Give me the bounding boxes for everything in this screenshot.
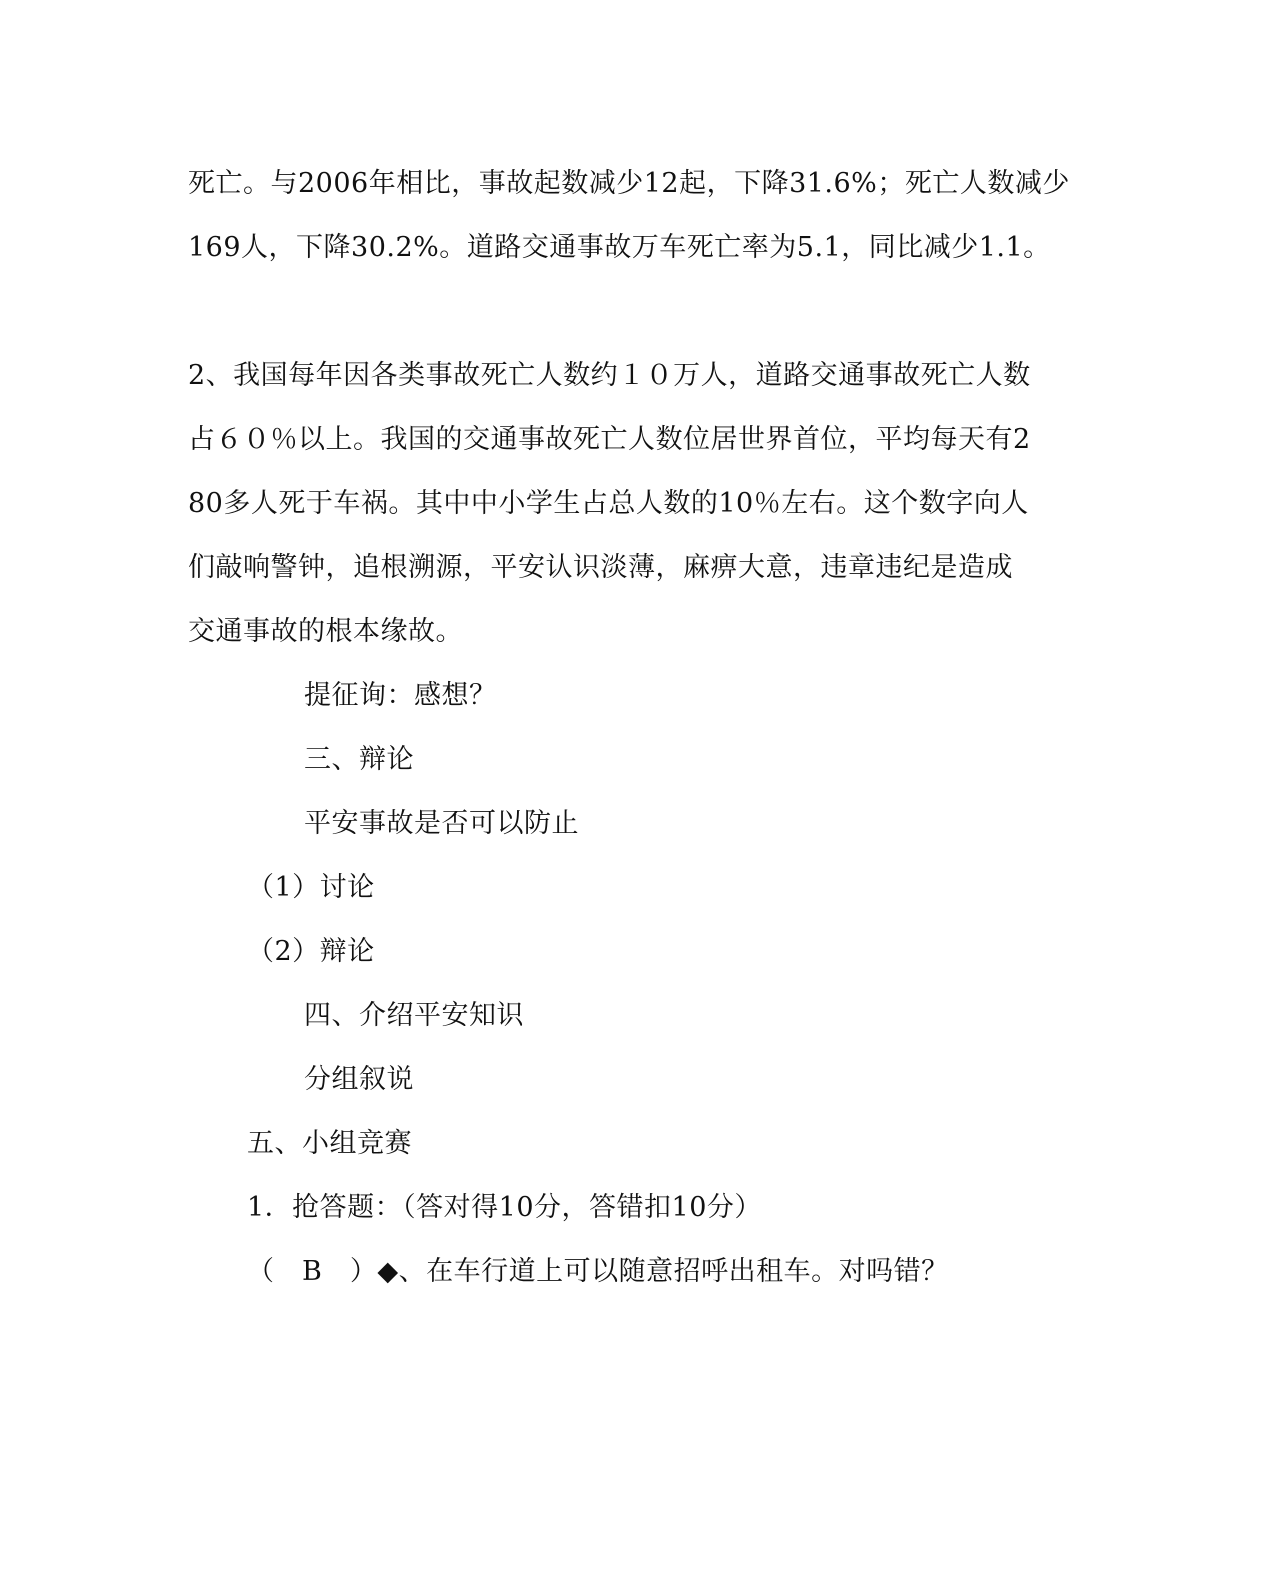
- list-item: （2）辩论: [247, 936, 375, 967]
- paragraph-line: 80多人死于车祸。其中中小学生占总人数的10％左右。这个数字向人: [188, 488, 1029, 519]
- topic-line: 平安事故是否可以防止: [304, 808, 579, 839]
- section-heading: 三、辩论: [304, 744, 414, 775]
- paragraph-line: 2、我国每年因各类事故死亡人数约１０万人，道路交通事故死亡人数: [188, 360, 1031, 391]
- section-heading: 四、介绍平安知识: [304, 1000, 524, 1031]
- paragraph-line: 们敲响警钟，追根溯源，平安认识淡薄，麻痹大意，违章违纪是造成: [188, 552, 1013, 583]
- rule-line: 1．抢答题：（答对得10分，答错扣10分）: [247, 1192, 762, 1223]
- question-line: 提征询：感想？: [304, 680, 497, 711]
- paragraph-line: 169人，下降30.2%。道路交通事故万车死亡率为5.1，同比减少1.1。: [188, 232, 1051, 263]
- section-heading: 五、小组竞赛: [247, 1128, 412, 1159]
- paragraph-line: 死亡。与2006年相比，事故起数减少12起，下降31.6%；死亡人数减少: [188, 168, 1070, 199]
- paragraph-line: 占６０％以上。我国的交通事故死亡人数位居世界首位，平均每天有2: [188, 424, 1031, 455]
- paragraph-line: 交通事故的根本缘故。: [188, 616, 463, 647]
- list-item: （1）讨论: [247, 872, 375, 903]
- quiz-item: （ B ）◆、在车行道上可以随意招呼出租车。对吗错？: [247, 1256, 949, 1287]
- topic-line: 分组叙说: [304, 1064, 414, 1095]
